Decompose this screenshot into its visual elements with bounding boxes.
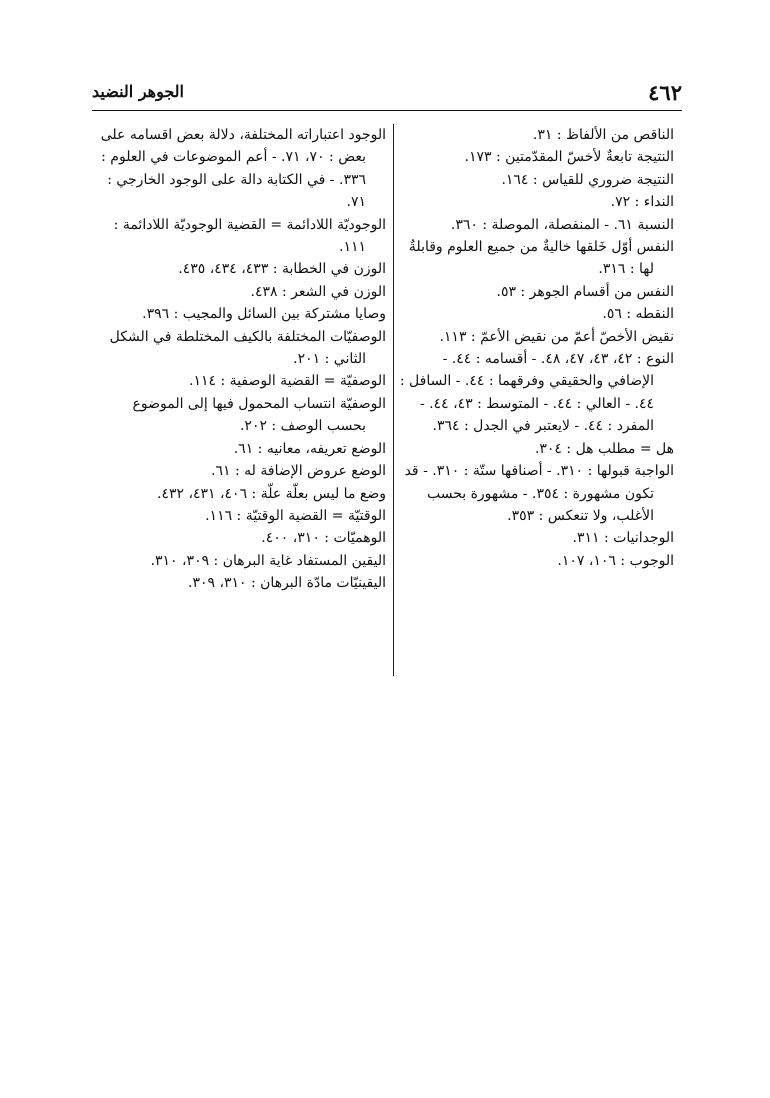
index-entry: النوع : ٤٢، ٤٣، ٤٧، ٤٨. - أقسامه : ٤٤. - الإضافي والحقيقي وفرقهما : ٤٤. - السافل : ٤٤. - العالي : ٤٤. - المتوسط : ٤٣، ٤٤. - المفرد : ٤٤. - لايعتبر في الجدل : ٣٦٤. bbox=[399, 351, 674, 435]
index-entry: النفس أوّل خَلقها خاليةٌ من جميع العلوم وقابلةٌ لها : ٣١٦. bbox=[408, 239, 674, 278]
column-divider bbox=[393, 124, 394, 676]
index-entry: الوزن في الخطابة : ٤٣٣، ٤٣٤، ٤٣٥. bbox=[178, 261, 386, 278]
index-column-right bbox=[392, 124, 674, 572]
index-entry: الوضع تعريفه، معانيه : ٦١. bbox=[233, 440, 386, 457]
index-entry: الوجود اعتباراته المختلفة، دلالة بعض اقسامه على بعض : ٧٠، ٧١. - أعم الموضوعات في العلوم : ٣٣٦. - في الكتابة دالة على الوجود الخارجي : ٧١. bbox=[100, 127, 386, 211]
index-entry: الوجوب : ١٠٦، ١٠٧. bbox=[557, 552, 674, 569]
index-entry: وضع ما ليس بعلّة علّة : ٤٠٦، ٤٣١، ٤٣٢. bbox=[157, 485, 386, 502]
index-entry: نقيض الأخصّ أعمّ من نقيض الأعمّ : ١١٣. bbox=[439, 328, 674, 345]
running-title: الجوهر النضيد bbox=[92, 82, 184, 101]
index-entry: الوضع عروض الإضافة له : ٦١. bbox=[211, 463, 386, 480]
index-entry: الناقص من الألفاظ : ٣١. bbox=[532, 127, 674, 143]
index-entry: الوهميّات : ٣١٠، ٤٠٠. bbox=[261, 530, 386, 547]
index-entry: اليقين المستفاد غاية البرهان : ٣٠٩، ٣١٠. bbox=[150, 552, 386, 569]
index-entry: الواجبة قبولها : ٣١٠. - أصنافها ستّة : ٣١٠. - قد تكون مشهورة : ٣٥٤. - مشهورة بحسب الأغلب، ولا تنعكس : ٣٥٣. bbox=[404, 463, 674, 524]
index-entry: الوصفيّة انتساب المحمول فيها إلى الموضوع بحسب الوصف : ٢٠٢. bbox=[132, 395, 386, 435]
header-rule bbox=[92, 110, 682, 111]
index-column-left bbox=[96, 124, 386, 595]
index-entry: الوزن في الشعر : ٤٣٨. bbox=[250, 283, 386, 300]
index-entry: النتيجة ضروري للقياس : ١٦٤. bbox=[501, 171, 674, 188]
index-entry: الوصفيّة = القضية الوصفية : ١١٤. bbox=[189, 373, 386, 390]
page-header bbox=[92, 80, 682, 106]
index-entry: النتيجة تابعةٌ لأخسّ المقدّمتين : ١٧٣. bbox=[464, 149, 674, 166]
index-entry: الوجدانيات : ٣١١. bbox=[572, 530, 674, 547]
index-entry: وصايا مشتركة بين السائل والمجيب : ٣٩٦. bbox=[142, 306, 386, 323]
index-entry: اليقينيّات مادّة البرهان : ٣١٠، ٣٠٩. bbox=[187, 575, 386, 592]
index-entry: الوجوديّة اللادائمة = القضية الوجوديّة اللادائمة : ١١١. bbox=[113, 216, 386, 256]
index-entry: النسبة ٦١. - المنفصلة، الموصلة : ٣٦٠. bbox=[450, 216, 674, 233]
index-entry: النقطه : ٥٦. bbox=[602, 306, 674, 323]
page-number: ٤٦٢ bbox=[648, 80, 682, 105]
index-entry: النداء : ٧٢. bbox=[610, 194, 674, 211]
index-entry: النفس من أقسام الجوهر : ٥٣. bbox=[496, 283, 674, 300]
index-entry: الوقتيّة = القضية الوقتيّة : ١١٦. bbox=[205, 507, 386, 524]
index-entry: هل = مطلب هل : ٣٠٤. bbox=[534, 440, 674, 457]
index-entry: الوصفيّات المختلفة بالكيف المختلطة في الشكل الثاني : ٢٠١. bbox=[109, 328, 386, 368]
